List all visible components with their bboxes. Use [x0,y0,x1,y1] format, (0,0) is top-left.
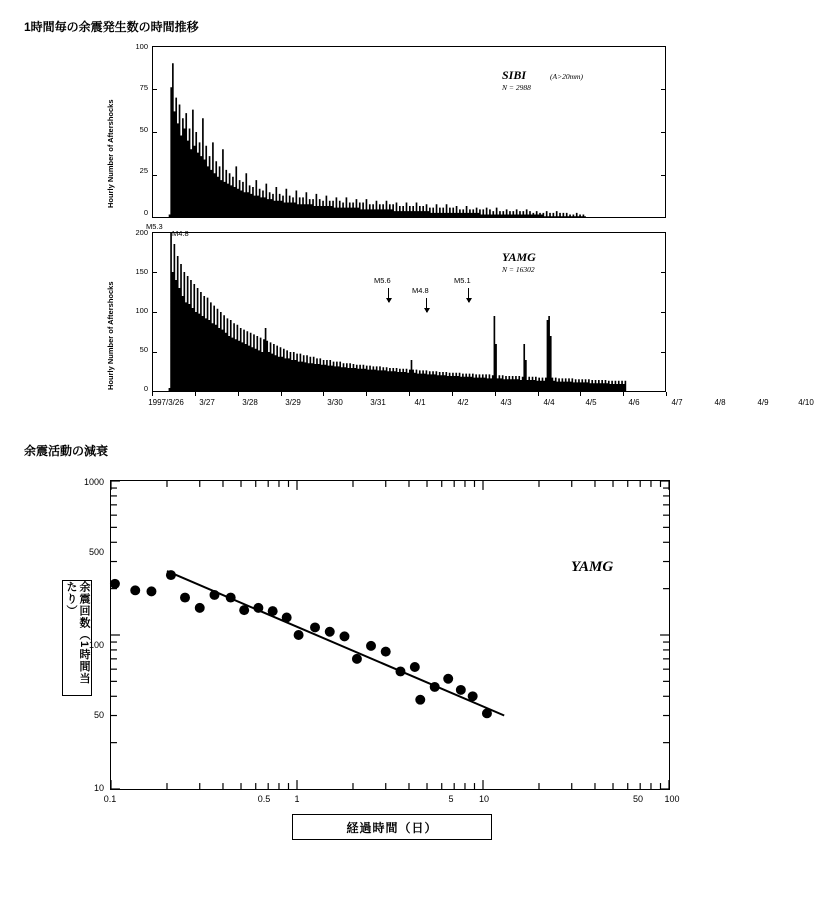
ytick-yamg-150: 150 [135,267,148,276]
axis-label-y-yamg: Hourly Number of Aftershocks [106,281,115,390]
axis-label-y-sibi: Hourly Number of Aftershocks [106,99,115,208]
series-sibi [152,46,666,218]
xtick-7: 4/2 [457,398,469,407]
ytick-decay-500: 500 [88,547,104,557]
figure-hourly-aftershocks [96,42,814,416]
xtick-8: 4/3 [500,398,512,407]
ytick-decay-10: 10 [93,783,104,793]
axis-x-top [148,392,814,414]
station-label-decay: YAMG [571,559,614,575]
annotation-arrow-m56 [388,288,389,302]
xtick-13: 4/8 [714,398,726,407]
xtick-1: 3/27 [199,398,215,407]
annotation-arrow-m48b [426,298,427,312]
xtick-6: 4/1 [414,398,426,407]
ytick-yamg-100: 100 [135,306,148,315]
ytick-sibi-50: 50 [139,125,148,134]
xtick-decay-4: 10 [478,794,490,804]
xtick-3: 3/29 [285,398,301,407]
count-label-yamg: N = 16302 [502,265,535,274]
station-label-yamg: YAMG [502,250,536,264]
xtick-decay-2: 1 [294,794,300,804]
xtick-11: 4/6 [628,398,640,407]
plot-yamg [146,222,666,392]
ytick-sibi-75: 75 [139,83,148,92]
annotation-m48-a: M4.8 [172,229,189,238]
figure-aftershock-decay [24,470,696,890]
ytick-yamg-50: 50 [139,345,148,354]
xtick-decay-3: 5 [448,794,454,804]
annotation-arrow-m51 [468,288,469,302]
ytick-decay-1000: 1000 [83,477,104,487]
xtick-decay-5: 50 [632,794,644,804]
ytick-decay-50: 50 [93,710,104,720]
plot-sibi [152,46,666,218]
ytick-decay-100: 100 [88,640,104,650]
annotation-m53: M5.3 [146,222,163,231]
xtick-4: 3/30 [327,398,343,407]
xtick-5: 3/31 [370,398,386,407]
series-yamg [152,232,666,392]
section-heading-top: 1時間毎の余震発生数の時間推移 [24,20,199,34]
xtick-14: 4/9 [757,398,769,407]
xtick-15: 4/10 [798,398,814,407]
xtick-decay-6: 100 [664,794,680,804]
annotation-m56: M5.6 [374,276,391,285]
station-label-sibi: SIBI [502,68,527,82]
xtick-decay-0: 0.1 [103,794,117,804]
station-note-sibi: (A>20mm) [550,72,583,81]
xtick-decay-1: 0.5 [257,794,271,804]
xtick-10: 4/5 [585,398,597,407]
annotation-m51: M5.1 [454,276,471,285]
ytick-sibi-25: 25 [139,166,148,175]
ytick-yamg-0: 0 [143,384,148,393]
plot-decay [110,480,670,790]
axis-label-y-decay-box [62,580,92,696]
section-heading-bottom: 余震活動の減衰 [24,444,109,458]
ytick-sibi-0: 0 [143,208,148,217]
count-label-sibi: N = 2988 [502,83,531,92]
axis-label-y-decay: 余震回数（1時間当たり） [65,581,90,685]
annotation-m48-b: M4.8 [412,286,429,295]
xtick-12: 4/7 [671,398,683,407]
ytick-sibi-100: 100 [135,42,148,51]
ytick-yamg-200: 200 [135,228,148,237]
xtick-2: 3/28 [242,398,258,407]
axis-label-x-decay: 経過時間（日） [292,814,492,840]
xtick-0: 1997/3/26 [148,398,184,407]
xtick-9: 4/4 [543,398,555,407]
